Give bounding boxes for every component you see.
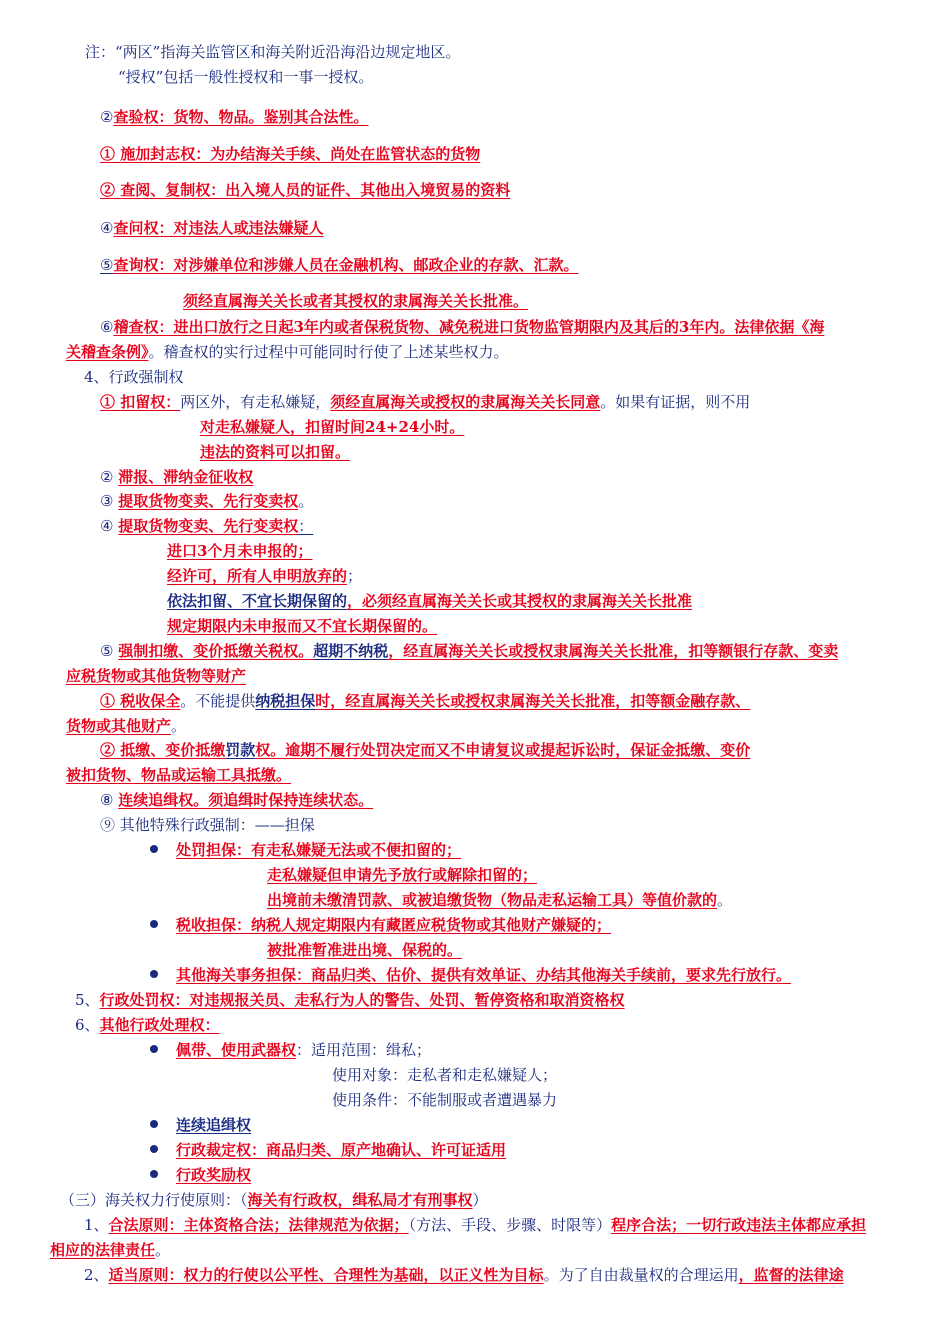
text-segment: 提取货物变卖、先行变卖权 bbox=[118, 517, 299, 535]
text-line bbox=[100, 255, 578, 275]
text-segment: 5、 bbox=[75, 991, 100, 1009]
text-segment: 连续追缉权 bbox=[176, 1116, 252, 1134]
text-segment: 其他行政处理权： bbox=[99, 1016, 220, 1034]
text-line bbox=[100, 144, 480, 164]
text-segment: ，经直属海关关长或授权隶属海关关长批准，扣等额银行存款、变卖 bbox=[388, 642, 839, 660]
text-segment: ② bbox=[100, 741, 121, 759]
text-line bbox=[167, 541, 312, 561]
text-segment: ： bbox=[298, 517, 314, 535]
text-segment: 查验权：货物、物品。鉴别其合法性。 bbox=[113, 108, 369, 126]
text-segment: 稽查权：进出口放行之日起3年内或者保税货物、减免税进口货物监管期限内及其后的3年内。法律依据《海 bbox=[113, 318, 825, 336]
text-segment: 扣留权： bbox=[120, 393, 181, 411]
text-line bbox=[100, 467, 253, 487]
text-line bbox=[332, 1090, 557, 1110]
text-segment: 适当原则：权力的行使以公平性、合理性为基础，以正义性为目标 bbox=[108, 1266, 544, 1284]
text-segment: 。 bbox=[717, 891, 733, 909]
text-segment: ，必须经直属海关关长或其授权的隶属海关关长批准 bbox=[347, 592, 693, 610]
text-segment: 查阅、复制权：出入境人员的证件、其他出入境贸易的资料 bbox=[120, 181, 511, 199]
text-line bbox=[100, 180, 510, 200]
text-line bbox=[100, 491, 313, 511]
text-segment: 被扣货物、物品或运输工具抵缴。 bbox=[66, 766, 292, 784]
text-segment: 合法原则：主体资格合法；法律规范为依据； bbox=[108, 1216, 409, 1234]
text-line bbox=[150, 840, 461, 860]
text-segment: 强制扣缴、变价抵缴关税权。 bbox=[118, 642, 314, 660]
text-line bbox=[100, 790, 373, 810]
text-segment: 佩带、使用武器权 bbox=[176, 1041, 297, 1059]
text-segment: ① bbox=[100, 692, 121, 710]
text-segment: 罚款 bbox=[225, 741, 256, 759]
text-segment: 须经直属海关关长或者其授权的隶属海关关长批准。 bbox=[183, 292, 529, 310]
text-segment: 查询权：对涉嫌单位和涉嫌人员在金融机构、邮政企业的存款、汇款。 bbox=[113, 256, 579, 274]
text-segment: 货物或其他财产 bbox=[66, 717, 172, 735]
text-segment: 税收保全 bbox=[120, 692, 181, 710]
bullet-icon bbox=[150, 1170, 158, 1178]
text-segment: 行政处罚权：对违规报关员、走私行为人的警告、处罚、暂停资格和取消资格权 bbox=[99, 991, 625, 1009]
text-segment: 规定期限内未申报而又不宜长期保留的。 bbox=[167, 617, 438, 635]
text-line bbox=[100, 516, 313, 536]
text-segment: 关稽查条例》 bbox=[66, 343, 149, 361]
text-segment: 滞报、滞纳金征收权 bbox=[118, 468, 254, 486]
text-segment: 行政奖励权 bbox=[176, 1166, 252, 1184]
text-line bbox=[100, 815, 315, 835]
text-segment: 处罚担保：有走私嫌疑无法或不便扣留的； bbox=[176, 841, 462, 859]
text-line bbox=[100, 392, 750, 412]
text-line bbox=[167, 616, 437, 636]
text-line bbox=[84, 1265, 844, 1285]
text-segment: 走私嫌疑但申请先予放行或解除扣留的； bbox=[267, 866, 538, 884]
text-line bbox=[118, 67, 373, 87]
text-segment: 施加封志权：为办结海关手续、尚处在监管状态的货物 bbox=[120, 145, 481, 163]
bullet-icon bbox=[150, 845, 158, 853]
text-segment: ； bbox=[347, 567, 363, 585]
text-line bbox=[100, 317, 824, 337]
text-segment: ② bbox=[100, 108, 114, 126]
text-segment: ② bbox=[100, 181, 121, 199]
text-line bbox=[150, 965, 791, 985]
text-line bbox=[66, 342, 509, 362]
text-line bbox=[66, 765, 291, 785]
text-segment: 海关有行政权，缉私局才有刑事权 bbox=[247, 1191, 473, 1209]
text-line bbox=[150, 1140, 506, 1160]
text-segment: 查问权：对违法人或违法嫌疑人 bbox=[113, 219, 324, 237]
text-line bbox=[100, 641, 838, 661]
text-segment: ④ bbox=[100, 517, 119, 535]
text-segment: 。 bbox=[155, 1241, 171, 1259]
text-segment: ，监督的法律途 bbox=[738, 1266, 844, 1284]
text-segment: 提取货物变卖、先行变卖权 bbox=[118, 492, 299, 510]
text-line bbox=[150, 1040, 431, 1060]
text-segment: 时，经直属海关关长或授权隶属海关关长批准，扣等额金融存款、 bbox=[315, 692, 751, 710]
text-line bbox=[267, 890, 732, 910]
text-line bbox=[267, 865, 537, 885]
text-segment: 进口3个月未申报的； bbox=[167, 542, 313, 560]
text-segment: ③ bbox=[100, 492, 119, 510]
text-segment: ⑨ 其他特殊行政强制：——担保 bbox=[100, 816, 315, 834]
bullet-icon bbox=[150, 1145, 158, 1153]
text-segment: 4、行政强制权 bbox=[84, 368, 184, 386]
text-line bbox=[167, 566, 362, 586]
text-segment: 其他海关事务担保：商品归类、估价、提供有效单证、办结其他海关手续前，要求先行放行。 bbox=[176, 966, 792, 984]
text-segment: ：适用范围：缉私； bbox=[296, 1041, 432, 1059]
text-line bbox=[100, 740, 750, 760]
text-segment: 违法的资料可以扣留。 bbox=[200, 443, 351, 461]
text-segment: 使用对象：走私者和走私嫌疑人； bbox=[332, 1066, 558, 1084]
text-line bbox=[200, 417, 464, 437]
text-segment: 使用条件：不能制服或者遭遇暴力 bbox=[332, 1091, 558, 1109]
text-segment: ⑤ bbox=[100, 256, 114, 274]
text-line bbox=[100, 691, 750, 711]
text-line bbox=[50, 1240, 170, 1260]
text-line bbox=[150, 1165, 251, 1185]
text-line bbox=[66, 716, 186, 736]
text-line bbox=[66, 666, 246, 686]
text-segment: ② bbox=[100, 468, 119, 486]
text-segment: “授权”包括一般性授权和一事一授权。 bbox=[118, 68, 374, 86]
text-line bbox=[167, 591, 692, 611]
text-segment: 。为了自由裁量权的合理运用 bbox=[543, 1266, 739, 1284]
text-line bbox=[183, 291, 528, 311]
text-segment: ⑧ bbox=[100, 791, 119, 809]
text-segment: 须经直属海关或授权的隶属海关关长同意 bbox=[330, 393, 601, 411]
bullet-icon bbox=[150, 970, 158, 978]
text-line bbox=[267, 940, 462, 960]
text-segment: ① bbox=[100, 145, 121, 163]
text-line bbox=[84, 1215, 866, 1235]
text-segment: 2、 bbox=[84, 1266, 109, 1284]
bullet-icon bbox=[150, 1045, 158, 1053]
text-line bbox=[100, 218, 323, 238]
text-segment: 应税货物或其他货物等财产 bbox=[66, 667, 247, 685]
text-segment: 被批准暂准进出境、保税的。 bbox=[267, 941, 463, 959]
text-segment: 纳税担保 bbox=[255, 692, 316, 710]
text-segment: ① bbox=[100, 393, 121, 411]
text-line bbox=[150, 1115, 251, 1135]
text-segment: 出境前未缴清罚款、或被追缴货物（物品走私运输工具）等值价款的 bbox=[267, 891, 718, 909]
text-line bbox=[332, 1065, 557, 1085]
bullet-icon bbox=[150, 920, 158, 928]
text-segment: 连续追缉权。须追缉时保持连续状态。 bbox=[118, 791, 374, 809]
text-segment: 。稽查权的实行过程中可能同时行使了上述某些权力。 bbox=[148, 343, 509, 361]
text-line bbox=[75, 990, 625, 1010]
text-line bbox=[150, 915, 611, 935]
bullet-icon bbox=[150, 1120, 158, 1128]
text-segment: ⑥ bbox=[100, 318, 114, 336]
text-segment: 权。逾期不履行处罚决定而又不申请复议或提起诉讼时，保证金抵缴、变价 bbox=[255, 741, 751, 759]
text-segment: 相应的法律责任 bbox=[50, 1241, 156, 1259]
text-line bbox=[85, 42, 460, 62]
text-segment: 依法扣留、不宜长期保留的 bbox=[167, 592, 348, 610]
text-segment: 程序合法；一切行政违法主体都应承担 bbox=[611, 1216, 867, 1234]
text-line bbox=[100, 107, 368, 127]
text-segment: 抵缴、变价抵缴 bbox=[120, 741, 226, 759]
text-segment: 税收担保：纳税人规定期限内有藏匿应税货物或其他财产嫌疑的； bbox=[176, 916, 612, 934]
text-segment: 超期不纳税 bbox=[313, 642, 389, 660]
text-segment: （三）海关权力行使原则：（ bbox=[60, 1191, 248, 1209]
text-segment: 行政裁定权：商品归类、原产地确认、许可证适用 bbox=[176, 1141, 507, 1159]
text-segment: 注：“两区”指海关监管区和海关附近沿海沿边规定地区。 bbox=[85, 43, 461, 61]
text-segment: 。 bbox=[298, 492, 314, 510]
text-segment: 1、 bbox=[84, 1216, 109, 1234]
text-line bbox=[84, 367, 184, 387]
text-segment: ④ bbox=[100, 219, 114, 237]
text-segment: ） bbox=[472, 1191, 488, 1209]
text-segment: 。 bbox=[171, 717, 187, 735]
text-segment: 。如果有证据，则不用 bbox=[600, 393, 751, 411]
text-segment: 。不能提供 bbox=[180, 692, 256, 710]
text-segment: 经许可，所有人申明放弃的 bbox=[167, 567, 348, 585]
text-segment: （方法、手段、步骤、时限等） bbox=[408, 1216, 612, 1234]
text-segment: 对走私嫌疑人，扣留时间24+24小时。 bbox=[200, 418, 465, 436]
text-segment: 两区外，有走私嫌疑， bbox=[180, 393, 331, 411]
text-line bbox=[200, 442, 350, 462]
text-line bbox=[75, 1015, 220, 1035]
text-segment: 6、 bbox=[75, 1016, 100, 1034]
text-segment: ⑤ bbox=[100, 642, 119, 660]
text-line bbox=[60, 1190, 488, 1210]
